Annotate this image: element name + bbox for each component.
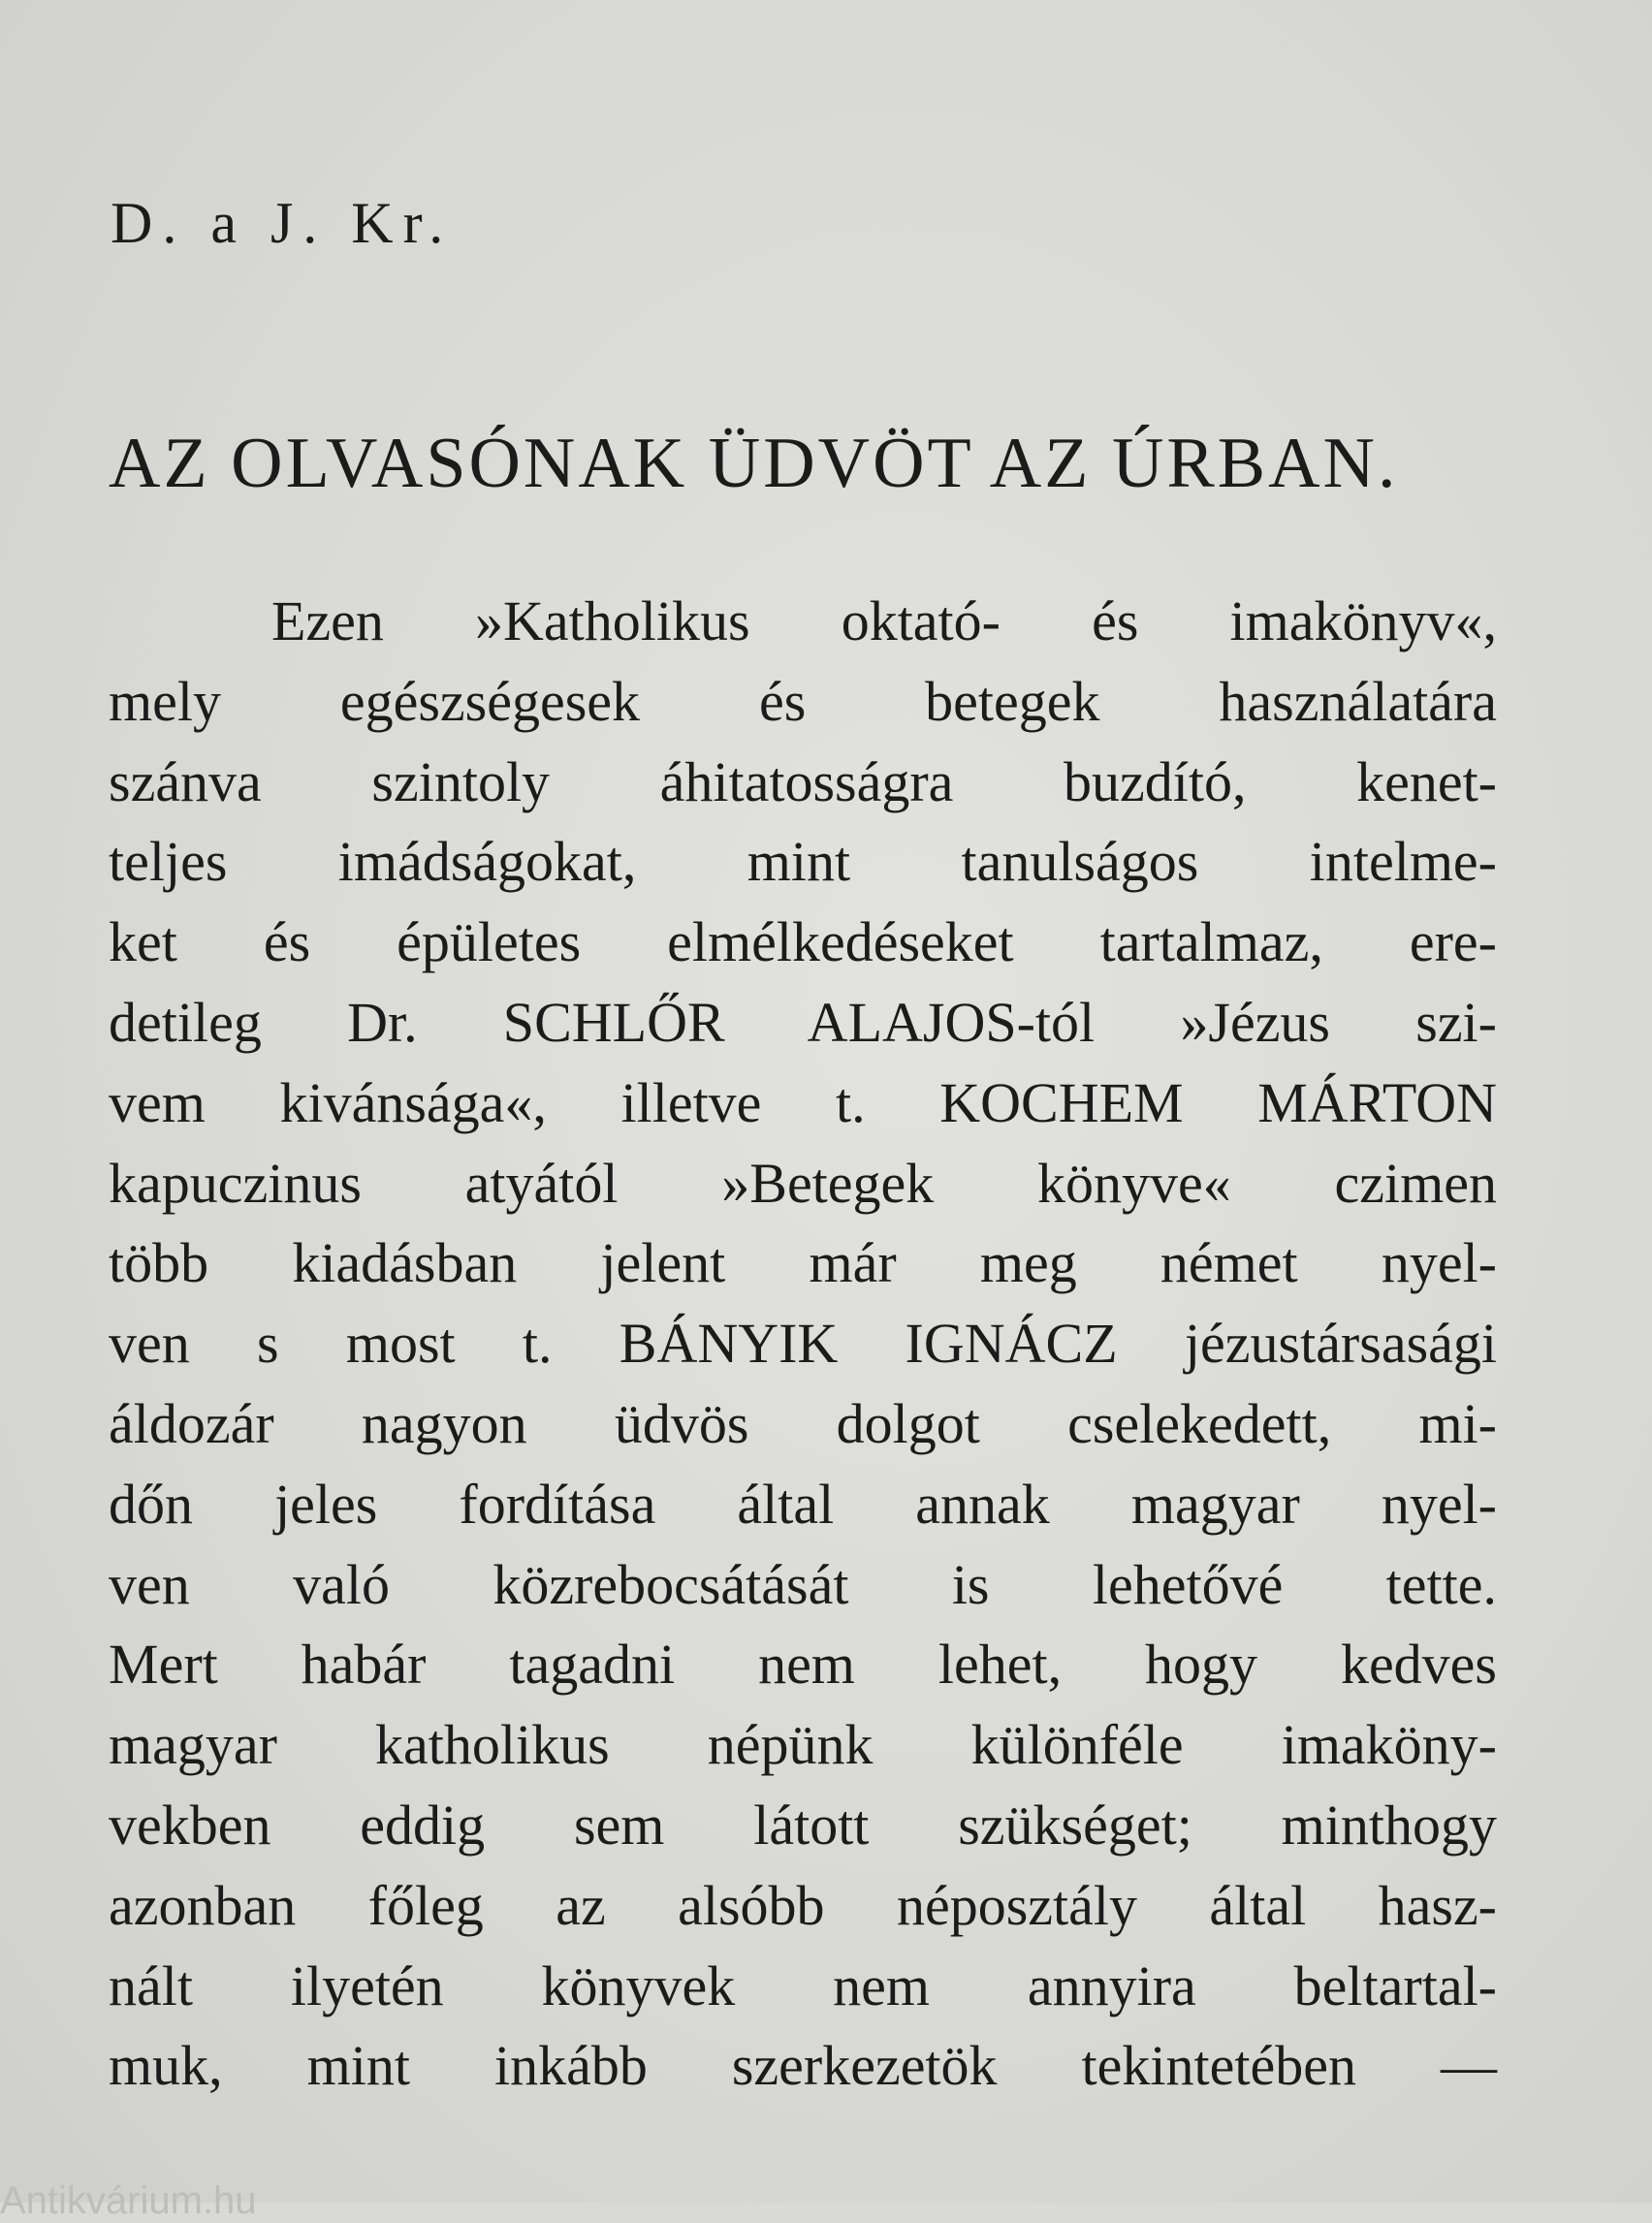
text-line: dőn jeles fordítása által annak magyar nyel- <box>109 1472 1497 1536</box>
text-line: mely egészségesek és betegek használatára <box>109 669 1497 733</box>
text-line: szánva szintoly áhitatosságra buzdító, kenet- <box>109 749 1497 813</box>
text-line: nált ilyetén könyvek nem annyira beltartal- <box>109 1953 1497 2017</box>
text-line: teljes imádságokat, mint tanulságos intelme- <box>109 830 1497 894</box>
body-paragraph <box>109 582 1497 2107</box>
text-line: detileg Dr. SCHLŐR ALAJOS-tól »Jézus szi- <box>109 990 1497 1054</box>
text-line: vem kivánsága«, illetve t. KOCHEM MÁRTON <box>109 1070 1497 1134</box>
text-line: magyar katholikus népünk különféle imaköny- <box>109 1713 1497 1777</box>
text-line: több kiadásban jelent már meg német nyel- <box>109 1231 1497 1295</box>
page-header: D. a J. Kr. <box>111 191 454 255</box>
page-title: AZ OLVASÓNAK ÜDVÖT AZ ÚRBAN. <box>109 424 1399 503</box>
text-line: vekben eddig sem látott szükséget; minthogy <box>109 1793 1497 1857</box>
text-line: Ezen »Katholikus oktató- és imakönyv«, <box>271 589 1497 652</box>
text-line: Mert habár tagadni nem lehet, hogy kedves <box>109 1633 1497 1697</box>
watermark: Antikvárium.hu <box>0 2179 257 2222</box>
text-line: ven való közrebocsátását is lehetővé tette. <box>109 1552 1497 1616</box>
text-line: ven s most t. BÁNYIK IGNÁCZ jézustársasági <box>109 1312 1497 1376</box>
text-line: áldozár nagyon üdvös dolgot cselekedett, mi- <box>109 1391 1497 1455</box>
text-line: azonban főleg az alsóbb néposztály által hasz- <box>109 1873 1497 1937</box>
text-line: muk, mint inkább szerkezetök tekintetében — <box>109 2034 1497 2098</box>
text-line: ket és épületes elmélkedéseket tartalmaz, ere- <box>109 910 1497 974</box>
text-line: kapuczinus atyától »Betegek könyve« czimen <box>109 1151 1497 1215</box>
